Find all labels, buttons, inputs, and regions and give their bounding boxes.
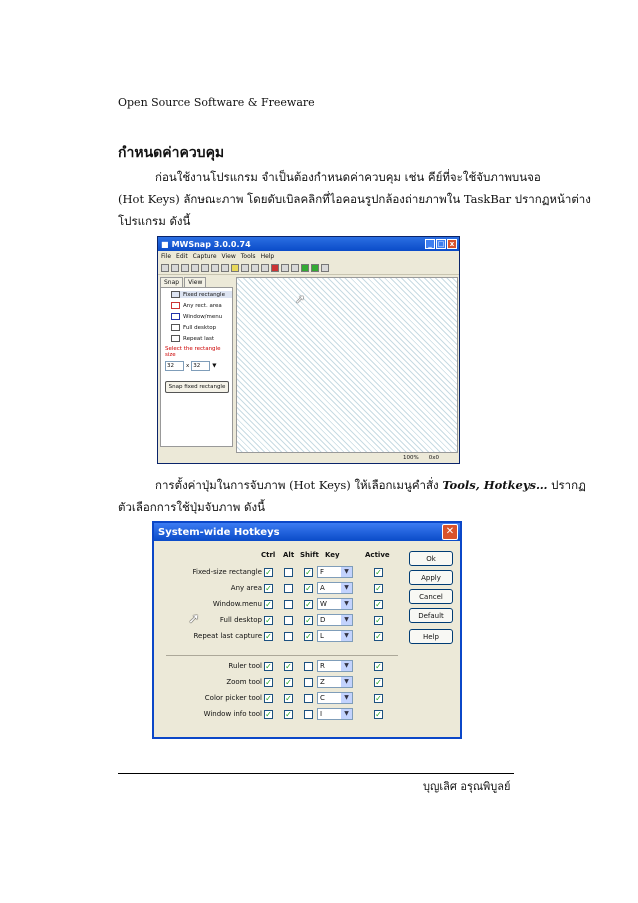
hotkey-key-value: Z xyxy=(320,678,325,686)
hotkey-label: Full desktop xyxy=(219,616,262,624)
hotkey-ctrl-checkbox[interactable]: ✓ xyxy=(265,616,272,625)
menu-file[interactable]: File xyxy=(161,252,172,260)
hotkey-row xyxy=(162,629,398,645)
hotkey-alt-checkbox[interactable] xyxy=(284,584,293,593)
capture-item-label: Window/menu xyxy=(183,313,223,320)
any-rect-icon xyxy=(171,302,180,309)
mouse-cursor-icon: ➚ xyxy=(295,292,306,306)
column-active: Active xyxy=(365,551,390,559)
toolbar-desktop-icon[interactable] xyxy=(221,264,229,272)
hotkey-key-select[interactable] xyxy=(317,692,353,704)
hotkey-shift-checkbox[interactable] xyxy=(304,678,313,687)
paragraph1-line3: โปรแกรม ดังนี้ xyxy=(118,214,191,228)
toolbar-window-icon[interactable] xyxy=(211,264,219,272)
mwsnap-window xyxy=(157,236,460,464)
toolbar-crop-icon[interactable] xyxy=(281,264,289,272)
hotkey-alt-checkbox[interactable]: ✓ xyxy=(285,694,292,703)
hotkey-label: Any area xyxy=(230,584,262,592)
snap-sidebar xyxy=(160,277,233,445)
footer-rule xyxy=(118,773,514,774)
hotkey-key-select[interactable] xyxy=(317,582,353,594)
hotkey-active-checkbox[interactable]: ✓ xyxy=(375,600,382,609)
column-shift: Shift xyxy=(300,551,319,559)
menu-edit[interactable]: Edit xyxy=(176,252,188,260)
toolbar-zoom-icon[interactable] xyxy=(241,264,249,272)
maximize-icon[interactable]: □ xyxy=(437,240,445,248)
toolbar-print-icon[interactable] xyxy=(181,264,189,272)
hotkey-ctrl-checkbox[interactable]: ✓ xyxy=(265,694,272,703)
hotkey-label: Window info tool xyxy=(203,710,262,718)
hotkey-active-checkbox[interactable]: ✓ xyxy=(375,662,382,671)
hotkey-label: Color picker tool xyxy=(204,694,262,702)
hotkeys-dialog xyxy=(152,521,462,739)
hotkey-key-select[interactable] xyxy=(317,708,353,720)
section-divider xyxy=(166,655,398,656)
hotkey-ctrl-checkbox[interactable]: ✓ xyxy=(265,662,272,671)
toolbar-info-icon[interactable] xyxy=(261,264,269,272)
chevron-down-icon[interactable]: ▼ xyxy=(341,631,352,641)
capture-repeat-last[interactable] xyxy=(171,335,232,342)
hotkey-alt-checkbox[interactable] xyxy=(284,632,293,641)
fixed-rectangle-icon xyxy=(171,291,180,298)
hotkey-ctrl-checkbox[interactable]: ✓ xyxy=(265,600,272,609)
hotkey-shift-checkbox[interactable] xyxy=(304,662,313,671)
menu-path: Tools, Hotkeys… xyxy=(442,478,548,492)
hotkey-label: Fixed-size rectangle xyxy=(192,568,262,576)
hotkeys-title: System-wide Hotkeys xyxy=(158,526,280,538)
hotkey-alt-checkbox[interactable]: ✓ xyxy=(285,662,292,671)
toolbar-fixed-rect-icon[interactable] xyxy=(191,264,199,272)
hotkey-shift-checkbox[interactable]: ✓ xyxy=(305,600,312,609)
toolbar-picker-icon[interactable] xyxy=(251,264,259,272)
select-size-label: Select the rectangle size xyxy=(165,346,221,358)
hotkey-shift-checkbox[interactable] xyxy=(304,694,313,703)
size-separator: x xyxy=(186,363,190,369)
hotkey-active-checkbox[interactable]: ✓ xyxy=(375,710,382,719)
hotkey-key-value: A xyxy=(320,584,325,592)
chevron-down-icon[interactable]: ▼ xyxy=(341,599,352,609)
menu-view[interactable]: View xyxy=(221,252,236,260)
hotkey-label: Repeat last capture xyxy=(193,632,262,640)
capture-item-label: Full desktop xyxy=(183,324,217,331)
column-alt: Alt xyxy=(283,551,295,559)
ok-button[interactable]: Ok xyxy=(409,551,453,566)
hotkeys-titlebar[interactable] xyxy=(154,523,460,541)
toolbar-ruler-icon[interactable] xyxy=(231,264,239,272)
capture-item-label: Repeat last xyxy=(183,335,215,342)
hotkey-alt-checkbox[interactable]: ✓ xyxy=(285,678,292,687)
toolbar-open-icon[interactable] xyxy=(161,264,169,272)
hotkey-alt-checkbox[interactable]: ✓ xyxy=(285,710,292,719)
hotkey-active-checkbox[interactable]: ✓ xyxy=(375,616,382,625)
paragraph1-line1: ก่อนใช้งานโปรแกรม จำเป็นต้องกำหนดค่าควบคุม เช่น คีย์ที่จะใช้จับภาพบนจอ xyxy=(155,170,541,184)
chevron-down-icon[interactable]: ▼ xyxy=(341,693,352,703)
close-icon[interactable]: ✕ xyxy=(442,524,458,540)
hotkey-shift-checkbox[interactable]: ✓ xyxy=(305,584,312,593)
hotkey-key-value: C xyxy=(320,694,325,702)
tab-snap[interactable]: Snap xyxy=(160,277,183,287)
image-size: 0x0 xyxy=(428,455,439,461)
hotkey-ctrl-checkbox[interactable]: ✓ xyxy=(265,678,272,687)
help-button[interactable]: Help xyxy=(409,629,453,644)
section-heading: กำหนดค่าควบคุม xyxy=(118,145,225,161)
toolbar-rotate-icon[interactable] xyxy=(291,264,299,272)
hotkey-active-checkbox[interactable]: ✓ xyxy=(375,632,382,641)
hotkey-ctrl-checkbox[interactable]: ✓ xyxy=(265,584,272,593)
hotkey-key-select[interactable] xyxy=(317,676,353,688)
hotkey-row xyxy=(162,659,398,675)
hotkey-active-checkbox[interactable]: ✓ xyxy=(375,568,382,577)
chevron-down-icon[interactable]: ▼ xyxy=(341,677,352,687)
hotkey-active-checkbox[interactable]: ✓ xyxy=(375,678,382,687)
size-dropdown-icon[interactable]: ▼ xyxy=(212,363,217,369)
hotkey-key-value: D xyxy=(320,616,326,624)
tab-view[interactable]: View xyxy=(184,277,206,287)
hotkey-shift-checkbox[interactable]: ✓ xyxy=(305,632,312,641)
hotkey-row xyxy=(162,675,398,691)
status-bar xyxy=(158,453,459,463)
hotkey-shift-checkbox[interactable]: ✓ xyxy=(305,568,312,577)
hotkey-ctrl-checkbox[interactable]: ✓ xyxy=(265,632,272,641)
hotkey-shift-checkbox[interactable]: ✓ xyxy=(305,616,312,625)
hotkey-alt-checkbox[interactable] xyxy=(284,616,293,625)
toolbar-any-rect-icon[interactable] xyxy=(201,264,209,272)
menu-bar xyxy=(158,251,459,261)
height-input[interactable]: 32 xyxy=(191,361,210,371)
capture-full-desktop[interactable] xyxy=(171,324,232,331)
hotkey-key-select[interactable] xyxy=(317,566,353,578)
width-input[interactable]: 32 xyxy=(165,361,184,371)
toolbar-help-icon[interactable] xyxy=(321,264,329,272)
mwsnap-title: MWSnap 3.0.0.74 xyxy=(171,239,251,249)
column-ctrl: Ctrl xyxy=(261,551,276,559)
toolbar-save-icon[interactable] xyxy=(171,264,179,272)
paragraph2-text-end: ปรากฏ xyxy=(547,478,586,492)
snap-fixed-rectangle-button[interactable]: Snap fixed rectangle xyxy=(165,381,229,393)
hotkey-label: Ruler tool xyxy=(228,662,262,670)
toolbar xyxy=(158,261,459,275)
footer-author: บุญเลิศ อรุณพิบูลย์ xyxy=(423,780,511,793)
mouse-cursor-icon: ➚ xyxy=(188,611,200,627)
hotkey-key-select[interactable] xyxy=(317,660,353,672)
hotkey-label: Window.menu xyxy=(212,600,262,608)
hotkey-ctrl-checkbox[interactable]: ✓ xyxy=(265,568,272,577)
hotkey-active-checkbox[interactable]: ✓ xyxy=(375,694,382,703)
menu-tools[interactable]: Tools xyxy=(240,252,256,260)
repeat-last-icon xyxy=(171,335,180,342)
paragraph2-text: การตั้งค่าปุ่มในการจับภาพ (Hot Keys) ให้เลือกเมนูคำสั่ง xyxy=(155,478,443,492)
menu-help[interactable]: Help xyxy=(260,252,275,260)
toolbar-flip-icon[interactable] xyxy=(301,264,309,272)
capture-window-menu[interactable] xyxy=(171,313,232,320)
hotkey-alt-checkbox[interactable] xyxy=(284,600,293,609)
apply-button[interactable]: Apply xyxy=(409,570,453,585)
menu-capture[interactable]: Capture xyxy=(192,252,217,260)
default-button[interactable]: Default xyxy=(409,608,453,623)
hotkey-row xyxy=(162,707,398,723)
hotkey-row xyxy=(162,581,398,597)
full-desktop-icon xyxy=(171,324,180,331)
window-menu-icon xyxy=(171,313,180,320)
close-icon[interactable]: x xyxy=(447,239,457,249)
hotkey-active-checkbox[interactable]: ✓ xyxy=(375,584,382,593)
paragraph1-line2: (Hot Keys) ลักษณะภาพ โดยดับเบิลคลิกที่ไอคอนรูปกล้องถ่ายภาพใน TaskBar ปรากฏหน้าต่าง xyxy=(118,192,591,206)
hotkey-key-value: I xyxy=(320,710,323,718)
toolbar-color-icon[interactable] xyxy=(271,264,279,272)
chevron-down-icon[interactable]: ▼ xyxy=(341,567,352,577)
hotkey-key-value: F xyxy=(320,568,325,576)
toolbar-ok-icon[interactable] xyxy=(311,264,319,272)
capture-fixed-rectangle[interactable] xyxy=(171,291,232,298)
camera-icon: ■ xyxy=(161,239,169,249)
capture-any-rect[interactable] xyxy=(171,302,232,309)
page-header: Open Source Software & Freeware xyxy=(118,96,315,109)
hotkey-key-value: W xyxy=(320,600,327,608)
hotkey-alt-checkbox[interactable] xyxy=(284,568,293,577)
hotkey-key-select[interactable] xyxy=(317,630,353,642)
chevron-down-icon[interactable]: ▼ xyxy=(341,661,352,671)
paragraph2-line2: ตัวเลือกการใช้ปุ่มจับภาพ ดังนี้ xyxy=(118,500,265,514)
chevron-down-icon[interactable]: ▼ xyxy=(341,709,352,719)
hotkey-label: Zoom tool xyxy=(226,678,262,686)
hotkey-row xyxy=(162,565,398,581)
zoom-level: 100% xyxy=(403,455,419,461)
chevron-down-icon[interactable]: ▼ xyxy=(341,583,352,593)
hotkey-key-select[interactable] xyxy=(317,598,353,610)
paragraph2-line1 xyxy=(155,474,586,496)
cancel-button[interactable]: Cancel xyxy=(409,589,453,604)
capture-item-label: Any rect. area xyxy=(183,302,222,309)
hotkey-ctrl-checkbox[interactable]: ✓ xyxy=(265,710,272,719)
column-key: Key xyxy=(325,551,340,559)
capture-item-label: Fixed rectangle xyxy=(183,291,225,298)
minimize-icon[interactable]: _ xyxy=(425,239,435,249)
mwsnap-titlebar[interactable] xyxy=(158,237,459,251)
hotkey-key-select[interactable] xyxy=(317,614,353,626)
hotkey-shift-checkbox[interactable] xyxy=(304,710,313,719)
hotkey-row xyxy=(162,691,398,707)
hotkey-key-value: R xyxy=(320,662,325,670)
capture-canvas[interactable] xyxy=(236,277,458,453)
chevron-down-icon[interactable]: ▼ xyxy=(341,615,352,625)
hotkey-key-value: L xyxy=(320,632,324,640)
